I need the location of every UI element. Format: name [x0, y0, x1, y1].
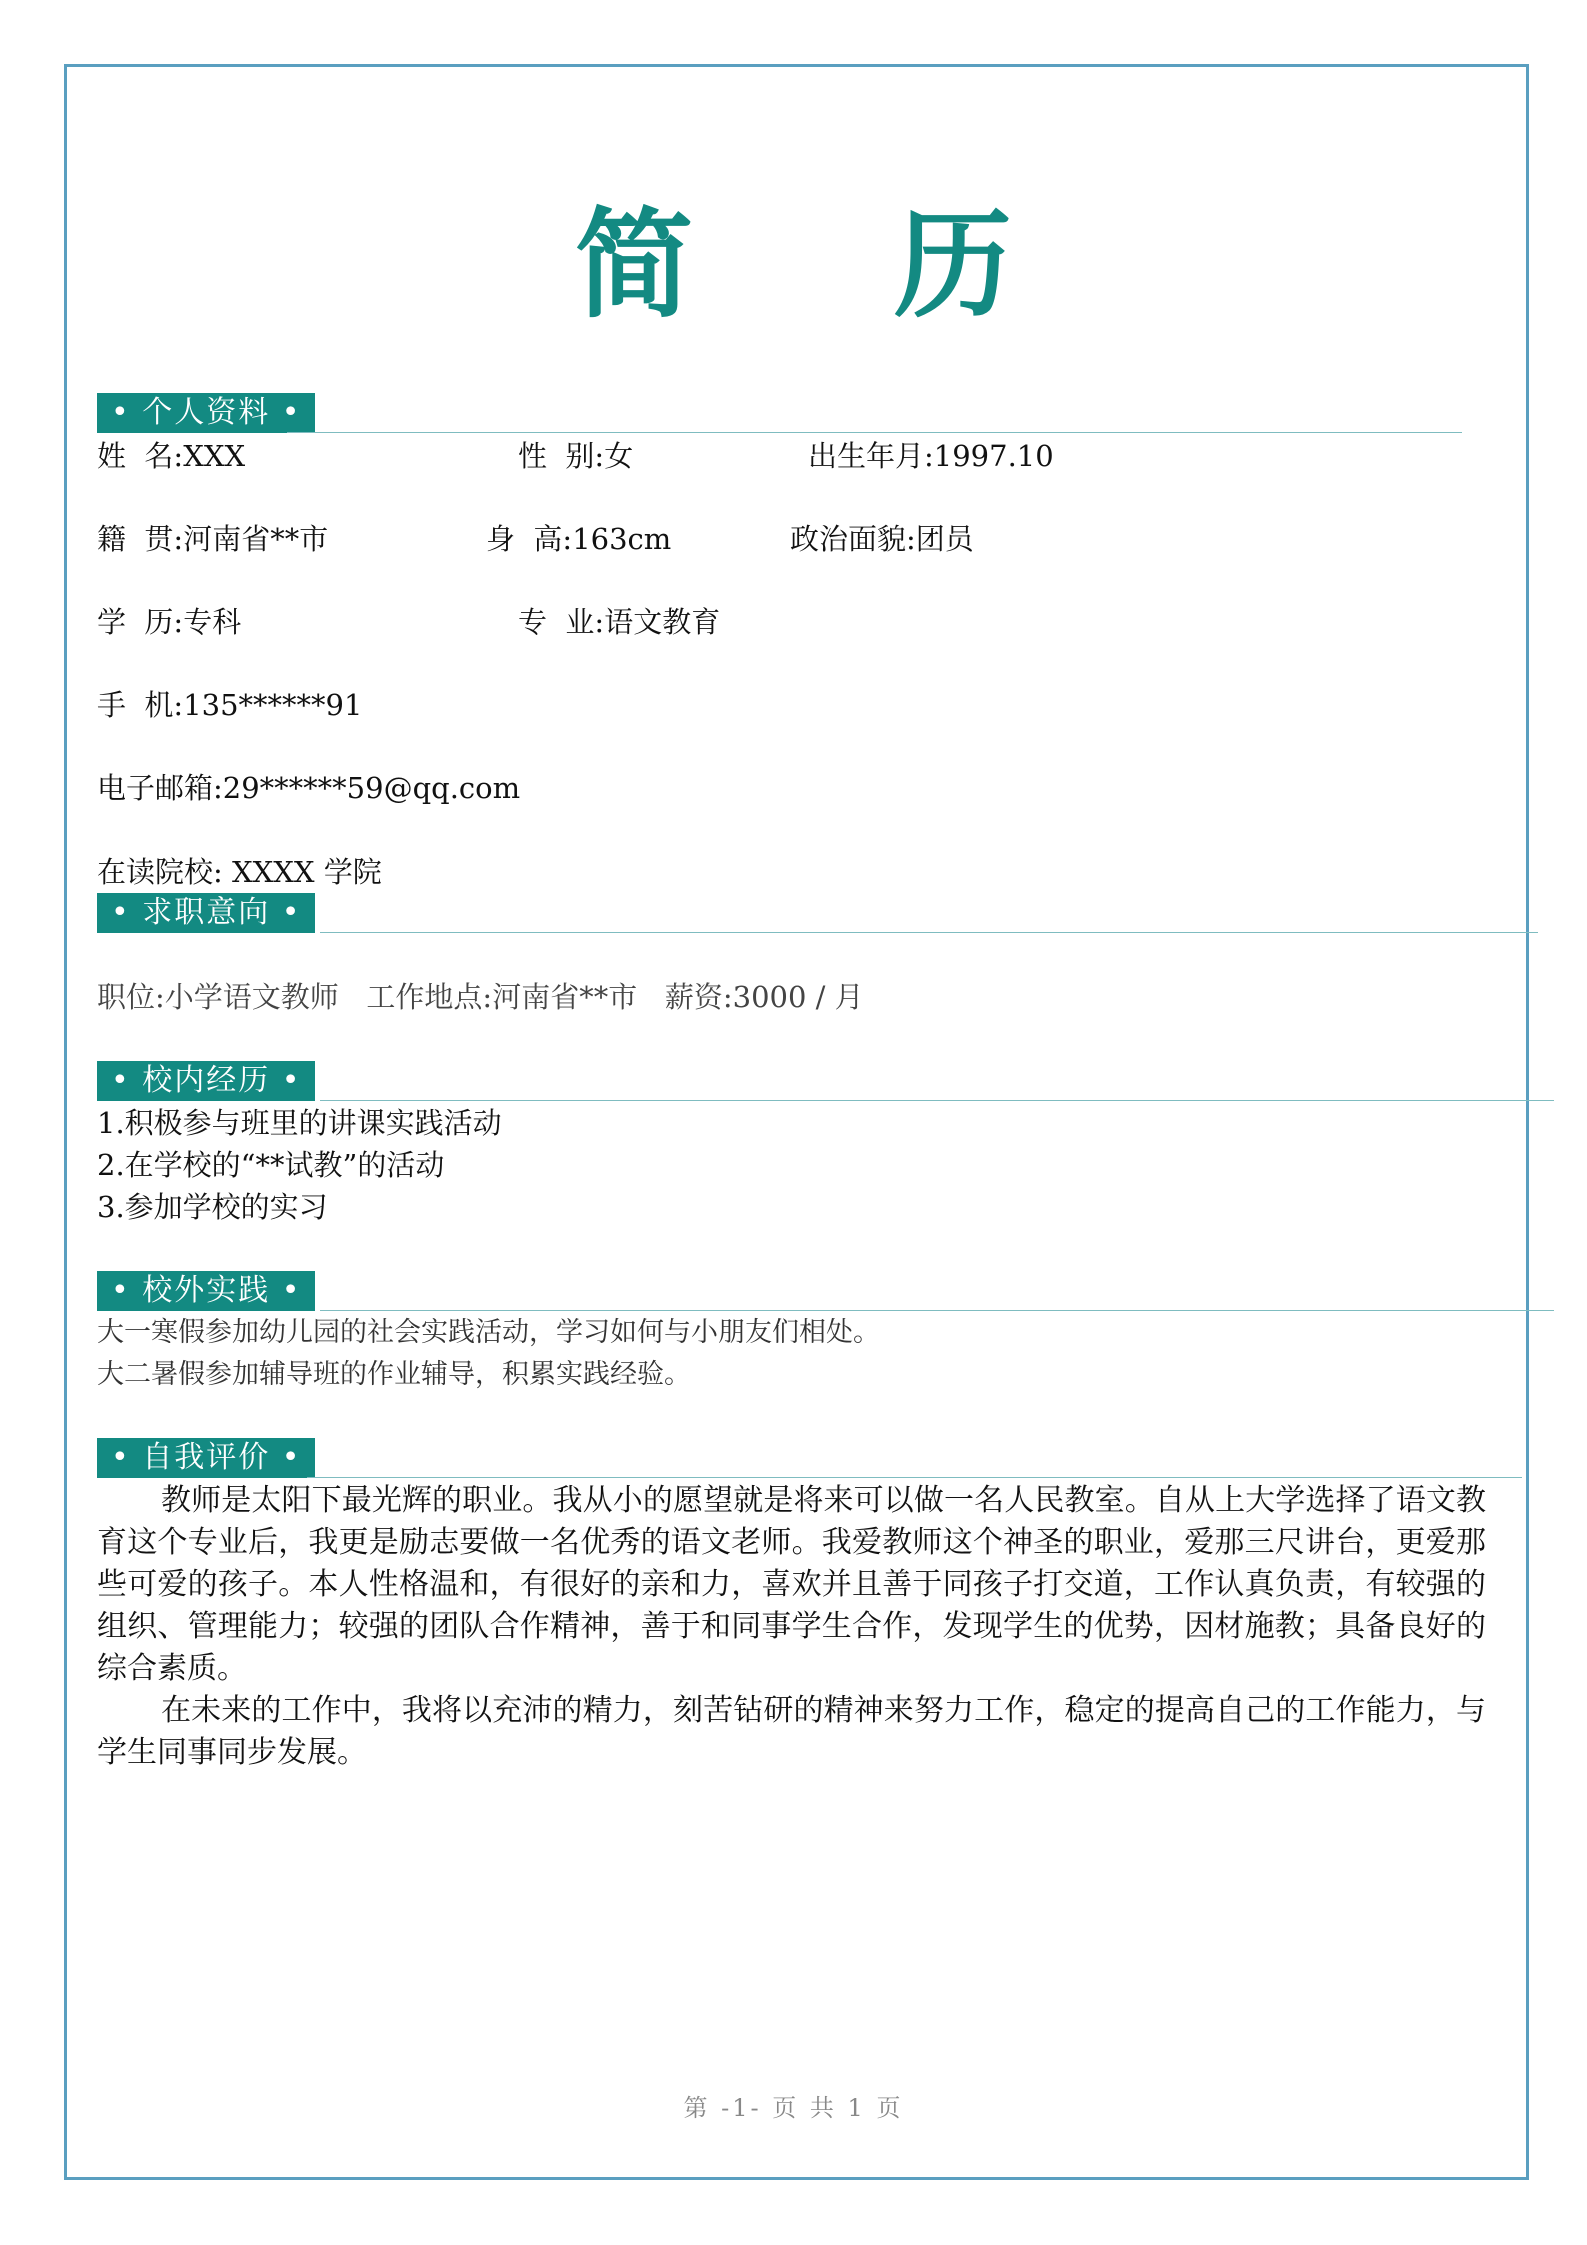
section-divider — [320, 932, 1538, 933]
section-divider — [287, 432, 1462, 433]
page-footer: 第 -1- 页 共 1 页 — [683, 2094, 904, 2122]
section-self-label: • 自我评价 • — [97, 1438, 315, 1478]
school-field: 在读院校: XXXX 学院 — [97, 855, 382, 889]
section-divider — [320, 1100, 1554, 1101]
section-intent-label: • 求职意向 • — [97, 893, 315, 933]
section-campus-label: • 校内经历 • — [97, 1061, 315, 1101]
major-field: 专 业:语文教育 — [518, 605, 721, 639]
list-item: 1.积极参与班里的讲课实践活动 — [97, 1106, 502, 1140]
name-field: 姓 名:XXX — [97, 439, 246, 473]
self-evaluation-text — [97, 1480, 1486, 1774]
political-field: 政治面貌:团员 — [790, 522, 974, 556]
education-field: 学 历:专科 — [97, 605, 242, 639]
phone-field: 手 机:135******91 — [97, 688, 363, 722]
section-personal-label: • 个人资料 • — [97, 393, 315, 433]
section-divider — [307, 1477, 1522, 1478]
section-divider — [320, 1310, 1554, 1311]
resume-title: 简 历 — [574, 195, 1093, 334]
list-item: 3.参加学校的实习 — [97, 1190, 328, 1224]
job-intent-text: 职位:小学语文教师 工作地点:河南省**市 薪资:3000 / 月 — [97, 980, 864, 1014]
email-field: 电子邮箱:29******59@qq.com — [97, 771, 521, 805]
list-item: 大二暑假参加辅导班的作业辅导，积累实践经验。 — [97, 1359, 691, 1390]
self-evaluation-paragraph-1: 教师是太阳下最光辉的职业。我从小的愿望就是将来可以做一名人民教室。自从上大学选择了语文教育这个专业后，我更是励志要做一名优秀的语文老师。我爱教师这个神圣的职业，爱那三尺讲台，更爱那些可爱的孩子。本人性格温和，有很好的亲和力，喜欢并且善于同孩子打交道，工作认真负责，有较强的组织、管理能力；较强的团队合作精神，善于和同事学生合作，发现学生的优势，因材施教；具备良好的综合素质。 — [97, 1483, 1486, 1686]
gender-field: 性 别:女 — [518, 439, 634, 473]
list-item: 2.在学校的“**试教”的活动 — [97, 1148, 445, 1182]
height-field: 身 高:163cm — [486, 522, 672, 556]
birth-field: 出生年月:1997.10 — [808, 439, 1054, 473]
self-evaluation-paragraph-2: 在未来的工作中，我将以充沛的精力，刻苦钻研的精神来努力工作，稳定的提高自己的工作能力，与学生同事同步发展。 — [97, 1693, 1486, 1770]
native-field: 籍 贯:河南省**市 — [97, 522, 329, 556]
list-item: 大一寒假参加幼儿园的社会实践活动，学习如何与小朋友们相处。 — [97, 1317, 880, 1348]
section-external-label: • 校外实践 • — [97, 1271, 315, 1311]
